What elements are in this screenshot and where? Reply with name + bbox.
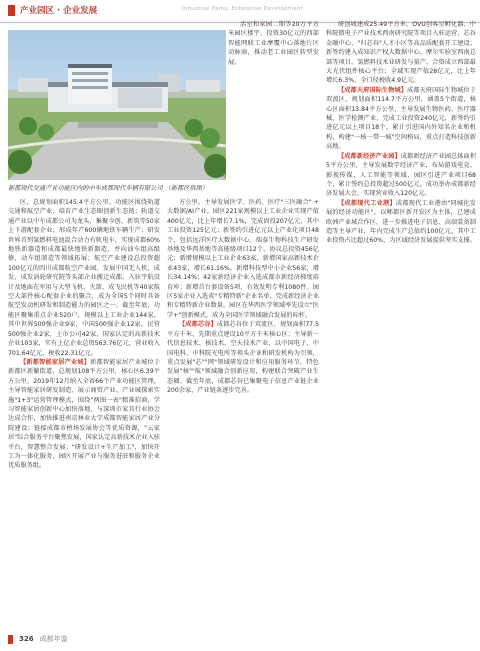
section-subtitle: Industrial Parks, Enterprise Development xyxy=(182,6,303,12)
paragraph-text: 成都新经济产业园总体面积5平方公里，主导发展数字经济产业，布局游戏电竞、影视传媒、人工智能等领域，园区引进产业项目68个，累计签约总投资超过500亿元，成功举办成都新经济发展大会，实现营业收入120亿元。 xyxy=(326,152,476,198)
paragraph xyxy=(326,199,476,246)
page-footer xyxy=(8,634,68,644)
paragraph-text: 成都芯谷位于双流区、规划面积77.5平方千米，先期重点建设10平方千米核心区；主导新一代信息技术、核技术、空天技术产业，以中国电子、中国电科、中科院光电所等领头企业和研发机构为引领，重点发展"芯""网"领域研发设计和应用服务环节，特色发展"核""航"领域融合创新应用，构建联合突破产业生态圈。截至年底，成都芯谷已集聚电子信息产业链企业200余家，产业链条逐步完善。 xyxy=(167,321,319,395)
paragraph-text: 新都智能家居产业城位于新都区新繁街道，总规划108平方公里，核心区6.39平方公里。2019年12月纳入全省66个产业功能区管理，主导智能家居研发制造、展示商贸产业。产业城探索实施"1+3"运营管理模式，围绕"两图一表"精准招商，学习智能家居创新中心加快落地，与深圳市家具行业协会达成合作，加快推进南京林业大学成都智能家居产业分院建设；链接成都市榜场发展协会等优质资源，"云家居"综合服务平台聚焦发展，国家认定高新技术企业入驻平台，智慧整合发展；"研发设计+生产加工"，加快开工为一体化服务，园区开展产业与服务进驻和服务企业优质服务组。 xyxy=(8,358,160,470)
paragraph-text: 成都天府国际生物城位于双流区，规划面积114.7平方公里，涵盖5个街道，核心区面积13.84平方公里，主导发展生物医药、医疗器械、医学检测产业，完成工业投资240亿元，新签约引进亿元以上项目18个，累计引进国内外知名企业和机构，构建"一核一带一城"空间格局，重点打造科技创新高地。 xyxy=(326,86,476,151)
section-heading: 【成都新经济产业园】 xyxy=(338,152,401,160)
paragraph xyxy=(326,86,476,152)
paragraph xyxy=(167,320,319,395)
text-column-1 xyxy=(8,198,160,628)
book-title: 成都年鉴 xyxy=(39,635,68,643)
paragraph: 区，总规划面积145.4平方公里。功能区围绕轨道交通和航空产业，培育产业生态圈创新生态链；轨道交通产业以中车成都公司为龙头，集聚今创、新筑等50家上下游配套企业，形成年产600辆地铁车辆生产；研发世界首列氢燃料电池混合动力有轨电车，实现成都60%地铁新器造和成都最快地铁新器造，并向油车组高级修，动车组制造等领域拓展；航空产业建设总投资超100亿元的四川成都航空产业园，发展中国无人机、成发、成发涡轮研究院等头部企业搬迁成都，入驻宇航设计及地面在军用与大型飞机、火箭、成飞民机等40家航空大部件核心配套企业的聚合，成为全国5个同时具备航空发动机研发和制造能力的园区之一。截至年底，功能区聚集重点企业520户，规模以上工业企业144家，其中世界500强企业9家，中国500强企业12家，民营500强企业2家，上市公司42家，国家认定的高新技术企业103家，实有上亿企业总资563.76亿元，营业收入701.64亿元，税收22.31亿元。 xyxy=(8,199,160,357)
section-heading: 【新都智能家居产业城】 xyxy=(20,358,91,366)
paragraph: 方公里，主导发展医学、医药、医疗"三医融合" + 大数据/AI产业。园区221家规模以上工业企业实现产值400亿元，比上年增长7.1%，完成固投207亿元，其中工业投资125亿元；新签约引进亿元以上产业化项目48个，包括远洋医疗大数据中心、瑞泰生物科技生产研发基地及华西基地等高能级项目12个，协议总投资456亿元；新增规模以上工业企业63家，新增国家高新技术企业43家，增长61.16%，新增科技型中小企业56家，增长34.14%；42家新经济企业入选成都市新经济梯度培育库；新增首台套设备5项、有效发明专利1080件。园区5家企业入选省"专精特新"企业名单，完成新经济企业和专精特新企业数量。园区在华西医学领域率先设立"医学+"创新模式，成为全国医学领域融合发展的标杆。 xyxy=(167,199,319,319)
paragraph: 活室和家园二期等20万平方米园区楼宇，投资30亿元的西部智能网联工业摩覆中心落地片区动脉商，推动老工业园区转型发展。 xyxy=(228,21,319,66)
text-column-3 xyxy=(326,20,476,628)
text-column-top-right xyxy=(228,20,319,195)
paragraph xyxy=(326,152,476,199)
paragraph-text: 成都现代工业港由"同城化发展的经济功能区"，以郫都区新开发区为主体，已建成欧洲产业城合作区，进一步推进电子信息、高端装备制造等主导产业，年内完成生产总值约100亿元，其中工业投资占比超过60%，为区域经济发展提供坚实支撑。 xyxy=(326,199,476,245)
section-heading: 【成都现代工业港】 xyxy=(338,199,396,207)
footer-marker xyxy=(8,635,13,644)
caption-credit: （新都区供图） xyxy=(164,185,208,192)
photo-caption xyxy=(8,183,238,192)
section-heading: 【成都芯谷】 xyxy=(179,321,217,329)
section-heading: 【成都天府国际生物城】 xyxy=(338,86,408,94)
section-marker xyxy=(8,5,15,16)
section-title: 产业园区 · 企业发展 xyxy=(20,6,98,16)
paragraph xyxy=(8,358,160,471)
industrial-park-photo xyxy=(8,30,226,180)
page-number: 326 xyxy=(19,635,34,643)
text-column-2 xyxy=(167,198,319,628)
caption-text: 新都现代交通产业功能区内的中车成都现代车辆有限公司 xyxy=(8,185,163,192)
paragraph: 研创城建成25.49平方米，OVU创客星孵化器、中科院微电子产业技术西南研究院等项目入驻运营，芯谷金融中心、"归芯谷"人才小区等高品质配套开工建设；新签约建入成知识产权大数据中心、摩尔实验室西南总部等项目，氢燃料技术业研发与量产、合资成立西部最大光伏组件核心平台；全域实现产值28亿元，比上年增长6.3%，全口径税收4.9亿元。 xyxy=(326,21,476,85)
